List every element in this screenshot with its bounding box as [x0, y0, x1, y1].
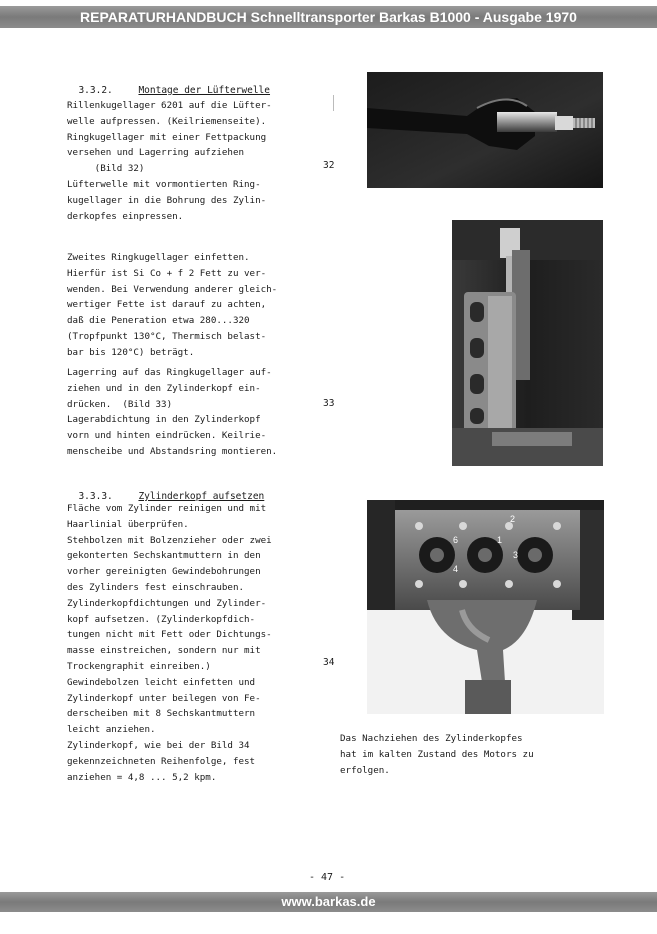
text-line: Lüfterwelle mit vormontierten Ring-	[67, 178, 261, 190]
text-line: Lagerring auf das Ringkugellager auf-	[67, 367, 272, 378]
bolt-order-label: 3	[513, 550, 519, 560]
footer-banner	[0, 892, 657, 912]
text-line: erfolgen.	[340, 764, 390, 776]
paragraph-2	[67, 250, 312, 361]
section-number: 3.3.3.	[78, 491, 113, 502]
text-line: Zylinderkopfdichtungen und Zylinder-	[67, 597, 267, 609]
text-line: bar bis 120°C) beträgt.	[67, 346, 195, 358]
photo-press-fixture	[452, 220, 603, 466]
paragraph-3	[67, 365, 312, 460]
text-line: kugellager in die Bohrung des Zylin-	[67, 194, 267, 206]
bolt-order-label: 6	[453, 535, 459, 545]
text-line: Ringkugellager mit einer Fettpackung	[67, 131, 267, 143]
text-line: leicht anziehen.	[67, 724, 156, 736]
text-line: Das Nachziehen des Zylinderkopfes	[340, 733, 523, 744]
bolt-order-label: 2	[510, 514, 516, 524]
section-heading-3-3-2	[67, 74, 270, 96]
paragraph-4	[67, 501, 312, 785]
figure-number-34: 34	[323, 657, 335, 668]
text-line: vorn und hinten eindrücken. Keilrie-	[67, 430, 267, 442]
section-number: 3.3.2.	[78, 85, 113, 96]
text-line: Zylinderkopf unter beilegen von Fe-	[67, 692, 261, 704]
text-line: anziehen = 4,8 ... 5,2 kpm.	[67, 771, 217, 783]
text-line: gekennzeichneten Reihenfolge, fest	[67, 755, 256, 767]
text-line: Stehbolzen mit Bolzenzieher oder zwei	[67, 534, 272, 546]
text-line: (Tropfpunkt 130°C, Thermisch belast-	[67, 330, 267, 342]
text-line: Zweites Ringkugellager einfetten.	[67, 252, 250, 263]
header-banner	[0, 6, 657, 28]
photo-cylinder-head	[367, 500, 604, 714]
text-line: Haarlinial überprüfen.	[67, 518, 189, 530]
text-line: masse einstreichen, sondern nur mit	[67, 645, 261, 657]
text-line: hat im kalten Zustand des Motors zu	[340, 748, 534, 760]
header-title: REPARATURHANDBUCH Schnelltransporter Barkas B1000 - Ausgabe 1970	[80, 9, 577, 25]
text-line: versehen und Lagerring aufziehen	[67, 147, 245, 159]
text-line: Lagerabdichtung in den Zylinderkopf	[67, 414, 261, 426]
text-line: wertiger Fette ist darauf zu achten,	[67, 299, 267, 311]
figure-number-33: 33	[323, 398, 335, 409]
figure-number-32: 32	[323, 160, 335, 171]
text-line: ziehen und in den Zylinderkopf ein-	[67, 382, 261, 394]
text-line: drücken. (Bild 33)	[67, 398, 173, 410]
text-line: kopf aufsetzen. (Zylinderkopfdich-	[67, 613, 256, 625]
text-line: des Zylinders fest einschrauben.	[67, 581, 245, 593]
page-number: - 47 -	[309, 872, 346, 883]
text-line: Rillenkugellager 6201 auf die Lüfter-	[67, 100, 272, 111]
section-title: Zylinderkopf aufsetzen	[138, 491, 265, 502]
text-line: daß die Peneration etwa 280...320	[67, 315, 250, 327]
text-line: vorher gereinigten Gewindebohrungen	[67, 566, 261, 578]
photo-fan-shaft	[367, 72, 603, 188]
bolt-order-label: 4	[453, 564, 459, 574]
text-line: Zylinderkopf, wie bei der Bild 34	[67, 739, 250, 751]
text-line: menscheibe und Abstandsring montieren.	[67, 445, 278, 457]
figure-34-caption	[340, 731, 600, 778]
text-line: wenden. Bei Verwendung anderer gleich-	[67, 283, 278, 295]
text-line: welle aufpressen. (Keilriemenseite).	[67, 115, 267, 127]
margin-mark	[333, 95, 334, 111]
text-line: derscheiben mit 8 Sechskantmuttern	[67, 708, 256, 720]
text-line: Fläche vom Zylinder reinigen und mit	[67, 503, 267, 514]
text-line: (Bild 32)	[67, 163, 145, 175]
text-line: tungen nicht mit Fett oder Dichtungs-	[67, 629, 272, 641]
text-line: Gewindebolzen leicht einfetten und	[67, 676, 256, 688]
paragraph-1	[67, 98, 312, 224]
footer-url[interactable]: www.barkas.de	[281, 894, 376, 909]
text-line: derkopfes einpressen.	[67, 210, 184, 222]
text-line: gekonterten Sechskantmuttern in den	[67, 550, 261, 562]
text-line: Hierfür ist Si Co + f 2 Fett zu ver-	[67, 267, 267, 279]
bolt-order-label: 1	[497, 535, 503, 545]
section-heading-3-3-3	[67, 480, 264, 502]
section-title: Montage der Lüfterwelle	[138, 85, 271, 96]
text-line: Trockengraphit einreiben.)	[67, 660, 211, 672]
